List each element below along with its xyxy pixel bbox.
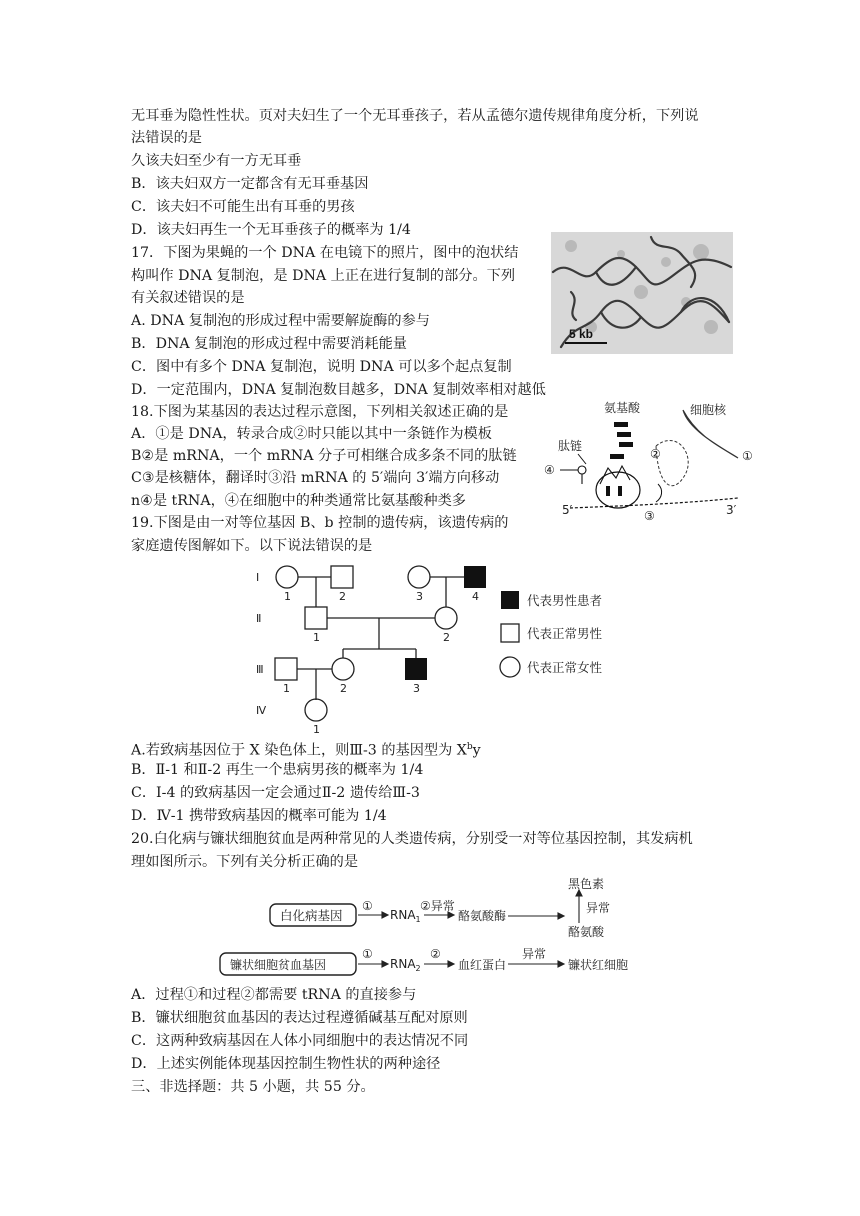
melanin: 黑色素	[568, 877, 605, 891]
q19-stem-line1: 19.下图是由一对等位基因 B、b 控制的遗传病，该遗传病的	[131, 515, 509, 531]
sickle-cell-gene: 镰状细胞贫血基因	[230, 958, 327, 972]
nucleus-label: 细胞核	[690, 403, 727, 417]
hemoglobin: 血红蛋白	[458, 958, 507, 972]
tyrosine: 酪氨酸	[568, 925, 605, 939]
q17-option-a: A. DNA 复制泡的形成过程中需要解旋酶的参与	[131, 313, 430, 329]
q20-stem-line1: 20.白化病与镰状细胞贫血是两种常见的人类遗传病，分别受一对等位基因控制，其发病机	[131, 831, 693, 847]
abnormal-label-1: 异常	[586, 901, 611, 915]
q17-option-b: B．DNA 复制泡的形成过程中需要消耗能量	[131, 336, 407, 352]
num-i4: 4	[472, 590, 479, 603]
step1-row2: ①	[362, 947, 373, 961]
iv1-female	[305, 699, 327, 721]
q20-option-d: D．上述实例能体现基因控制生物性状的两种途径	[131, 1056, 441, 1072]
sickle-red-cell: 镰状红细胞	[568, 958, 629, 972]
q18-stem: 18.下图为某基因的表达过程示意图，下列相关叙述正确的是	[131, 404, 509, 420]
q16-stem-line2: 法错误的是	[131, 130, 202, 146]
q17-stem-line1: 17．下图为果蝇的一个 DNA 在电镜下的照片，图中的泡状结	[131, 245, 519, 261]
q19-stem-line2: 家庭遗传图解如下。以下说法错误的是	[131, 538, 373, 554]
q17-option-c: C．图中有多个 DNA 复制泡，说明 DNA 可以多个起点复制	[131, 359, 512, 375]
legend-affected-male: 代表男性患者	[527, 593, 603, 608]
i4-affected-male	[464, 566, 486, 588]
q19-option-b: B．Ⅱ-1 和Ⅱ-2 再生一个患病男孩的概率为 1/4	[131, 762, 424, 778]
q20-option-a: A．过程①和过程②都需要 tRNA 的直接参与	[131, 987, 417, 1003]
q16-stem-line1: 无耳垂为隐性性状。页对夫妇生了一个无耳垂孩子，若从孟德尔遗传规律角度分析，下列说	[131, 108, 699, 124]
q16-option-b: B．该夫妇双方一定都含有无耳垂基因	[131, 176, 369, 192]
step2-abnormal: ②异常	[420, 899, 455, 913]
three-prime-label: 3′	[726, 503, 737, 517]
gen-label-3: Ⅲ	[256, 663, 264, 676]
i2-male	[331, 566, 353, 588]
step1-row1: ①	[362, 899, 373, 913]
i3-female	[408, 566, 430, 588]
q16-option-a: 久该夫妇至少有一方无耳垂	[131, 153, 302, 169]
albinism-gene: 白化病基因	[280, 908, 343, 923]
q16-option-d: D．该夫妇再生一个无耳垂孩子的概率为 1/4	[131, 222, 411, 238]
q20-option-c: C．这两种致病基因在人体小同细胞中的表达情况不同	[131, 1033, 469, 1049]
num-i2: 2	[339, 590, 346, 603]
q20-option-b: B．镰状细胞贫血基因的表达过程遵循碱基互配对原则	[131, 1010, 468, 1026]
iii2-female	[332, 658, 354, 680]
q19-option-d: D．Ⅳ-1 携带致病基因的概率可能为 1/4	[131, 808, 387, 824]
legend-normal-female-symbol	[500, 657, 520, 677]
q20-stem-line2: 理如图所示。下列有关分析正确的是	[131, 854, 359, 870]
num-iii1: 1	[283, 682, 290, 695]
num-i3: 3	[416, 590, 423, 603]
q17-stem-line3: 有关叙述错误的是	[131, 290, 245, 306]
scale-bar-label: 5 kb	[569, 327, 594, 341]
marker-4: ④	[544, 463, 555, 477]
q16-option-c: C．该夫妇不可能生出有耳垂的男孩	[131, 199, 355, 215]
legend-affected-male-symbol	[501, 591, 519, 609]
tyrosinase: 酪氨酸酶	[458, 909, 507, 923]
amino-acid-label: 氨基酸	[604, 401, 641, 415]
num-iii3: 3	[413, 682, 420, 695]
abnormal-label-2: 异常	[522, 947, 547, 961]
dna-micrograph	[551, 232, 733, 354]
num-ii2: 2	[443, 631, 450, 644]
i1-female	[276, 566, 298, 588]
gene-expression-diagram	[538, 398, 760, 524]
gen-label-4: Ⅳ	[256, 704, 267, 717]
num-iv1: 1	[313, 723, 320, 736]
q17-option-d: D．一定范围内，DNA 复制泡数目越多，DNA 复制效率相对越低	[131, 382, 546, 398]
iii1-male	[275, 658, 297, 680]
q19-option-a: A.若致病基因位于 X 染色体上，则Ⅲ-3 的基因型为 $X^by$	[131, 742, 481, 759]
iii3-affected-male	[405, 658, 427, 680]
q19-option-c: C．Ⅰ-4 的致病基因一定会通过Ⅱ-2 遗传给Ⅲ-3	[131, 785, 420, 801]
q18-option-b: B②是 mRNA，一个 mRNA 分子可相继合成多条不同的肽链	[131, 448, 517, 464]
five-prime-label: 5′	[562, 503, 573, 517]
q18-option-d: n④是 tRNA，④在细胞中的种类通常比氨基酸种类多	[131, 493, 466, 509]
q17-stem-line2: 构叫作 DNA 复制泡，是 DNA 上正在进行复制的部分。下列	[131, 268, 516, 284]
q18-option-a: A．①是 DNA，转录合成②时只能以其中一条链作为模板	[131, 426, 492, 442]
gen-label-2: Ⅱ	[256, 612, 262, 625]
rna2: $RNA_2$	[390, 957, 421, 973]
rna1: $RNA_1$	[390, 908, 421, 924]
marker-1: ①	[742, 449, 753, 463]
legend-normal-female: 代表正常女性	[527, 660, 603, 675]
q18-option-c: C③是核糖体，翻译时③沿 mRNA 的 5′端向 3′端方向移动	[131, 470, 500, 486]
legend-normal-male: 代表正常男性	[527, 626, 603, 641]
disease-mechanism-diagram	[218, 876, 650, 978]
pedigree-chart	[250, 560, 630, 740]
marker-2: ②	[650, 447, 661, 461]
num-i1: 1	[284, 590, 291, 603]
ii1-male	[305, 607, 327, 629]
gen-label-1: Ⅰ	[256, 571, 260, 584]
num-iii2: 2	[340, 682, 347, 695]
num-ii1: 1	[313, 631, 320, 644]
legend-normal-male-symbol	[501, 624, 519, 642]
section-3-heading: 三、非选择题：共 5 小题，共 55 分。	[131, 1079, 375, 1095]
peptide-label: 肽链	[558, 439, 583, 453]
step2-row2: ②	[430, 947, 441, 961]
marker-3: ③	[644, 509, 655, 523]
ii2-female	[435, 607, 457, 629]
